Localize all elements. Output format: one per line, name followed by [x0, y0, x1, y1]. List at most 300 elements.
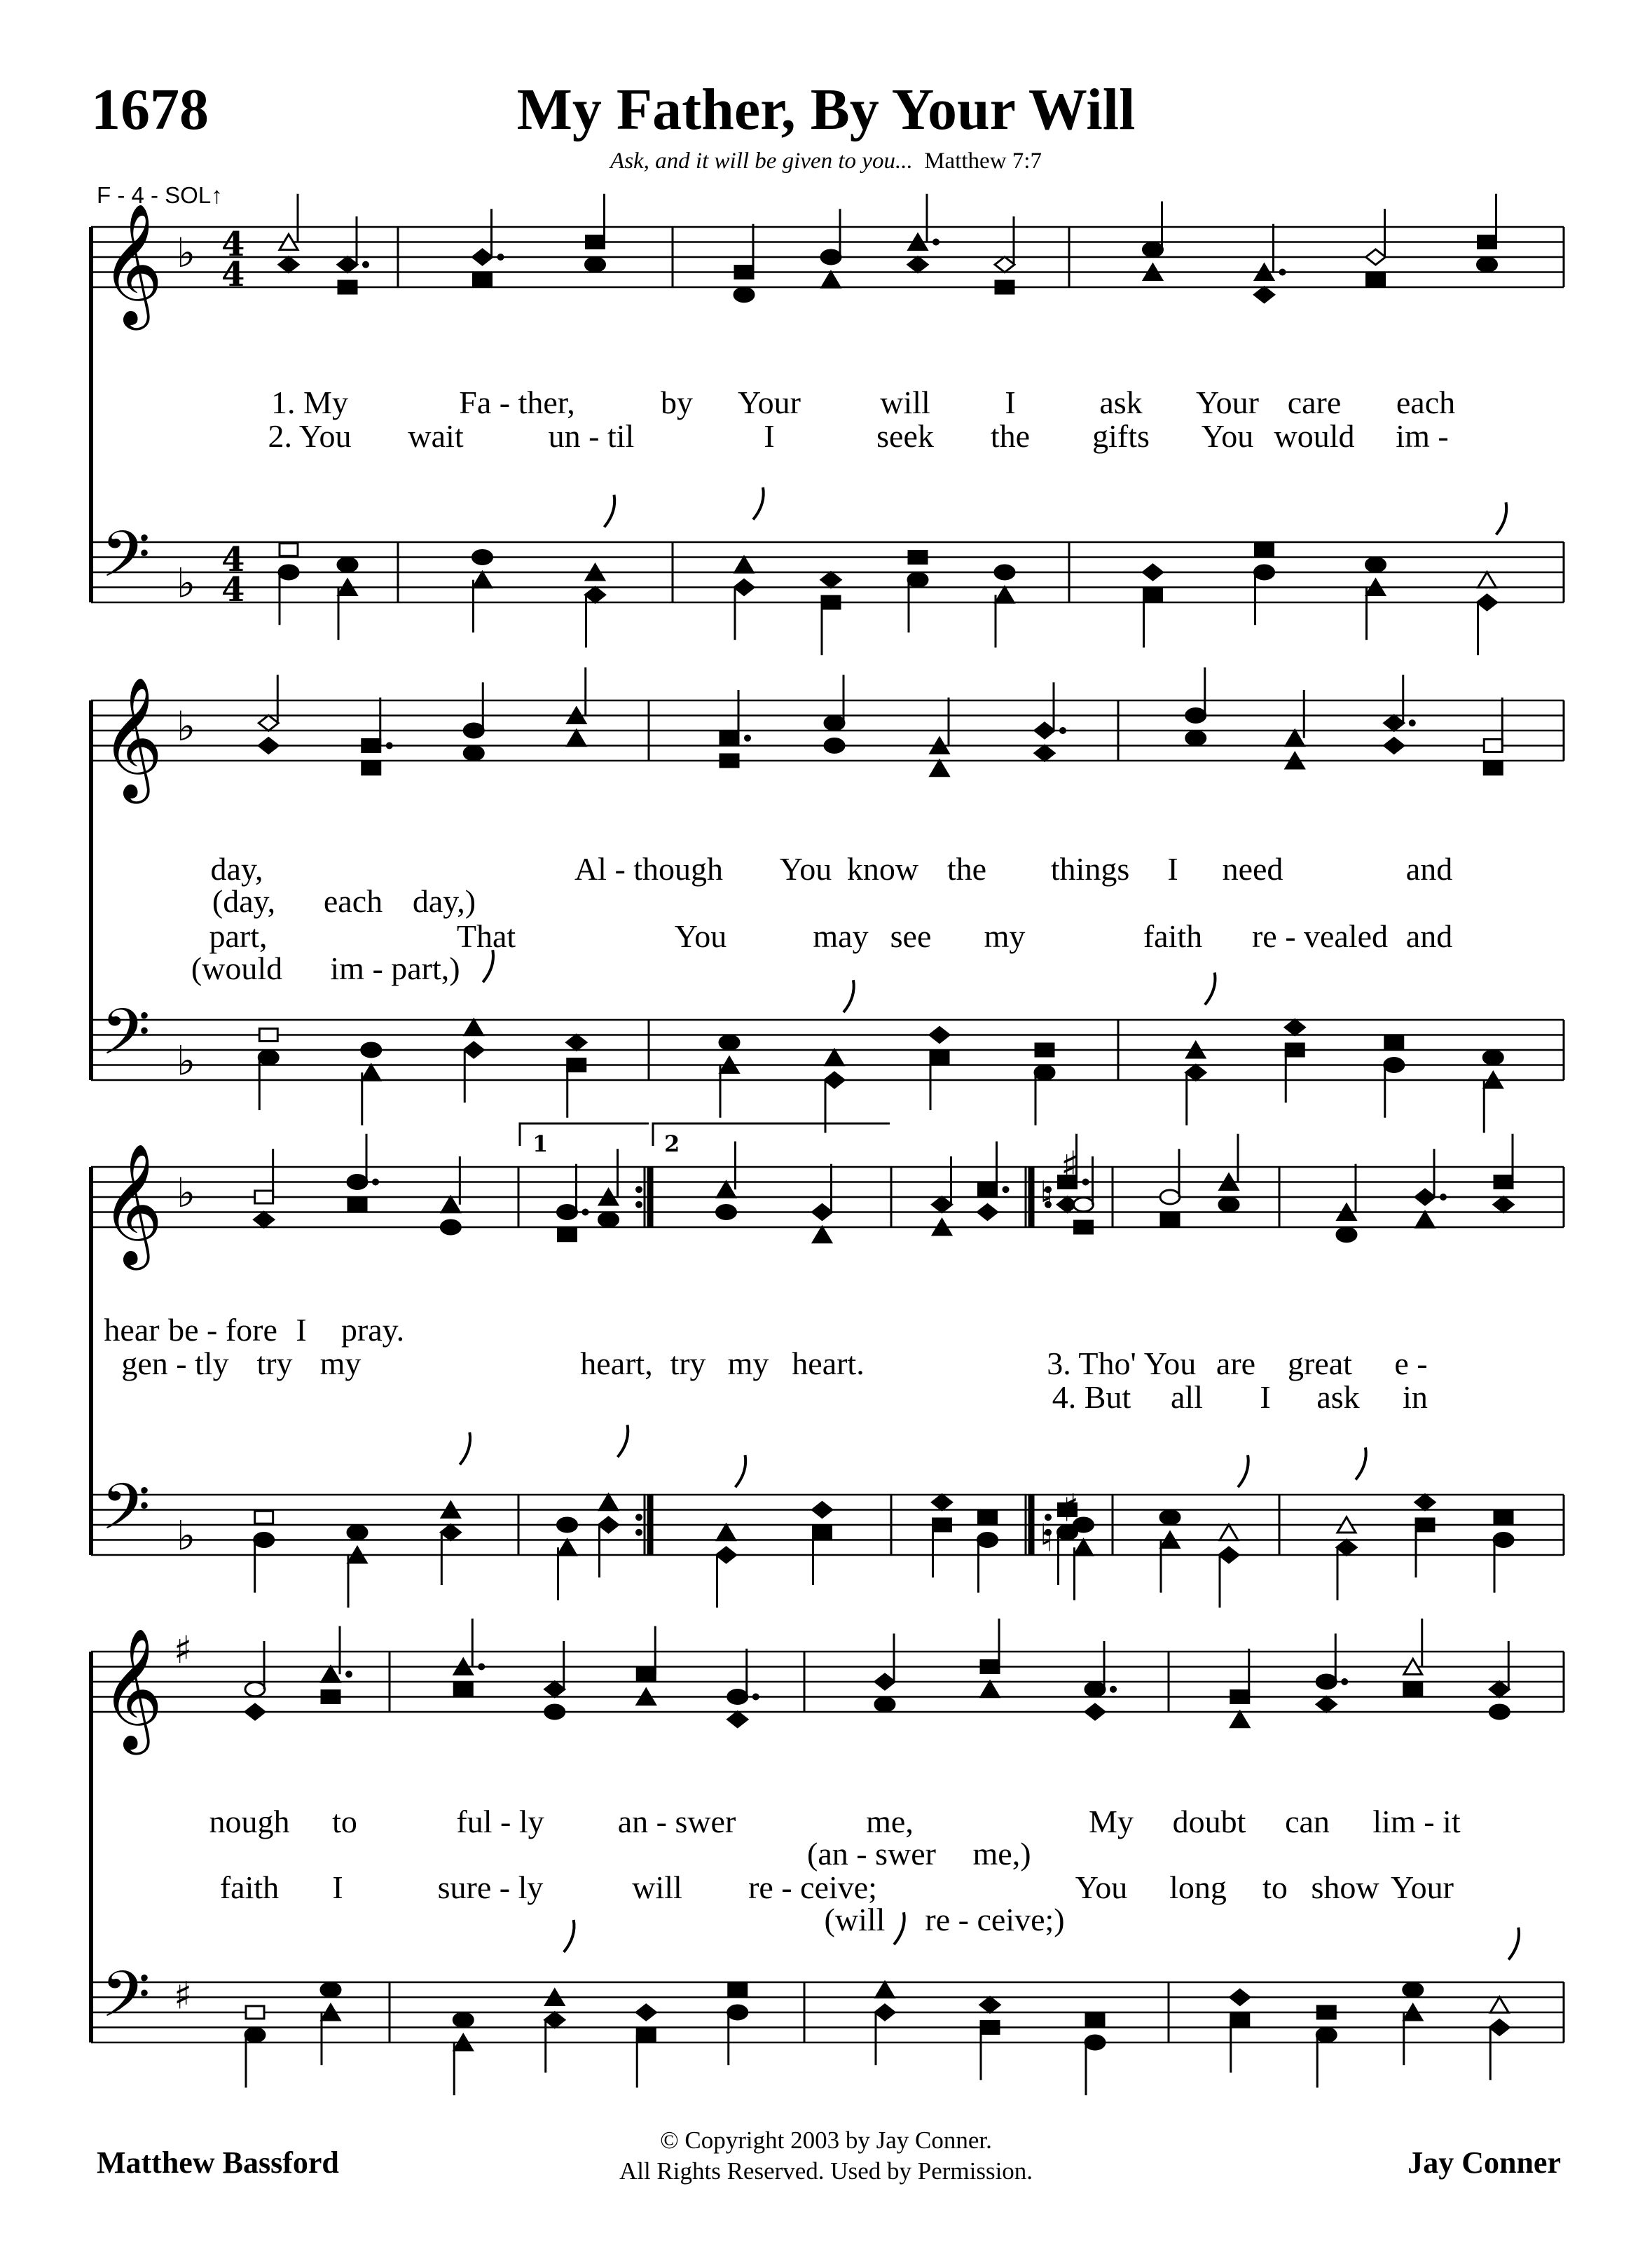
- lyric-syllable: heart,: [580, 1346, 653, 1381]
- lyric-syllable: I: [764, 418, 775, 454]
- note-head: [599, 1517, 619, 1533]
- bass-clef-icon: 𝄢: [101, 1957, 151, 2047]
- note-head: [474, 572, 492, 588]
- note-head: [735, 266, 753, 279]
- note-head: [1478, 595, 1497, 610]
- note-head: [825, 739, 844, 753]
- note-head: [362, 740, 380, 752]
- augmentation-dot: [752, 1694, 759, 1701]
- note-head: [821, 572, 841, 588]
- note-head: [259, 1029, 277, 1042]
- lyric-syllable: great: [1288, 1346, 1352, 1381]
- lyric-syllable: can: [1285, 1804, 1330, 1839]
- note-head: [558, 1518, 577, 1532]
- note-head: [545, 1705, 565, 1719]
- note-head: [1366, 558, 1386, 572]
- note-head: [1285, 1020, 1305, 1035]
- note-head: [636, 2005, 656, 2020]
- note-head: [464, 724, 483, 738]
- augmentation-dot: [744, 735, 751, 742]
- note-head: [717, 1525, 736, 1540]
- lyric-syllable: im - part,): [330, 950, 460, 986]
- lyric-syllable: ful - ly: [456, 1804, 544, 1839]
- note-head: [558, 1540, 577, 1555]
- lyric-syllable: (day,: [212, 883, 276, 919]
- note-head: [876, 1982, 894, 1998]
- sharp-sign: ♯: [174, 1628, 193, 1672]
- note-head: [978, 1205, 998, 1220]
- note-head: [567, 1035, 586, 1050]
- note-head: [1255, 565, 1274, 579]
- note-head: [1489, 1705, 1509, 1719]
- lyric-syllable: gifts: [1092, 418, 1150, 454]
- note-head: [567, 731, 586, 746]
- flat-sign: ♭: [177, 559, 196, 607]
- lyric-syllable: re - vealed: [1251, 918, 1389, 954]
- note-head: [1316, 1675, 1336, 1689]
- note-head: [821, 250, 841, 264]
- note-head: [453, 2013, 473, 2027]
- lyric-syllable: would: [1274, 418, 1355, 454]
- lyric-syllable: my: [984, 918, 1026, 954]
- note-head: [338, 558, 357, 572]
- note-head: [996, 281, 1014, 293]
- note-head: [1143, 242, 1163, 256]
- lyric-syllable: long: [1169, 1869, 1227, 1905]
- lyric-line: [84, 417, 1569, 452]
- time-signature-top: 4: [221, 540, 245, 579]
- note-head: [1478, 258, 1497, 272]
- lyric-syllable: all: [1171, 1379, 1203, 1415]
- note-head: [1384, 1058, 1404, 1072]
- note-head: [259, 1051, 278, 1065]
- natural-sign: ♮: [1040, 1173, 1054, 1217]
- lyric-line: [84, 1345, 1569, 1380]
- note-head: [464, 1042, 483, 1058]
- note-head: [717, 1182, 736, 1197]
- note-head: [362, 1065, 380, 1080]
- note-head: [720, 1035, 739, 1049]
- treble-clef-icon: 𝄞: [101, 203, 163, 325]
- note-head: [567, 1059, 586, 1072]
- lyric-syllable: the: [947, 851, 987, 887]
- note-head: [1255, 544, 1274, 556]
- flat-sign: ♭: [177, 1169, 196, 1217]
- lyric-syllable: my: [727, 1346, 769, 1381]
- lyric-syllable: faith: [1143, 918, 1203, 954]
- lyric-syllable: I: [296, 1312, 307, 1348]
- note-head: [246, 2006, 264, 2019]
- lyric-syllable: im -: [1396, 418, 1449, 454]
- note-head: [1144, 588, 1162, 601]
- second-ending-label: 2: [664, 1130, 680, 1157]
- lyric-line: [84, 1835, 1569, 1870]
- lyric-syllable: are: [1216, 1346, 1256, 1381]
- note-head: [875, 1674, 895, 1689]
- note-head: [930, 761, 949, 776]
- lyric-syllable: faith: [219, 1869, 280, 1905]
- note-head: [254, 1212, 274, 1227]
- treble-clef-icon: 𝄞: [101, 677, 163, 798]
- augmentation-dot: [1341, 1678, 1348, 1685]
- augmentation-dot: [478, 1664, 485, 1671]
- note-head: [720, 732, 738, 745]
- treble-clef-icon: 𝄞: [101, 1143, 163, 1265]
- note-head: [720, 754, 738, 767]
- augmentation-dot: [497, 254, 504, 261]
- repeat-dot: [635, 1201, 642, 1208]
- note-head: [981, 1682, 999, 1697]
- lyric-syllable: nough: [209, 1804, 290, 1839]
- note-head: [1484, 762, 1502, 775]
- lyric-syllable: 1. My: [271, 385, 348, 420]
- note-flag: [736, 1455, 746, 1487]
- note-head: [1478, 572, 1496, 588]
- note-head: [259, 715, 278, 731]
- note-head: [729, 1984, 747, 1996]
- note-head: [1035, 1065, 1054, 1079]
- lyric-syllable: You: [1143, 1346, 1197, 1381]
- note-head: [1316, 2028, 1336, 2042]
- note-head: [1074, 1198, 1094, 1212]
- note-head: [473, 551, 493, 565]
- note-head: [348, 1198, 366, 1211]
- lyric-syllable: I: [332, 1869, 343, 1905]
- note-head: [825, 716, 844, 730]
- lyric-syllable: gen - tly: [121, 1346, 229, 1381]
- note-head: [1220, 1525, 1238, 1540]
- note-head: [1337, 1228, 1356, 1242]
- note-head: [813, 1502, 832, 1518]
- note-flag: [605, 495, 615, 527]
- lyric-syllable: ask: [1099, 385, 1143, 420]
- note-head: [1316, 1696, 1336, 1712]
- lyric-syllable: Al - though: [574, 851, 724, 887]
- lyric-syllable: Your: [1196, 385, 1259, 420]
- lyric-syllable: doubt: [1172, 1804, 1246, 1839]
- note-head: [1317, 2006, 1335, 2019]
- lyric-syllable: to: [332, 1804, 357, 1839]
- note-head: [825, 1050, 844, 1065]
- note-head: [813, 1526, 832, 1539]
- key-signature-label: F - 4 - SOL↑: [97, 182, 223, 208]
- first-ending-label: 1: [532, 1130, 549, 1157]
- note-head: [362, 1043, 381, 1057]
- augmentation-dot: [932, 239, 939, 246]
- note-head: [474, 273, 492, 286]
- augmentation-dot: [345, 1671, 352, 1678]
- lyric-syllable: re - ceive;: [748, 1869, 877, 1905]
- lyric-line: [84, 1869, 1569, 1904]
- lyric-syllable: wait: [408, 418, 464, 454]
- note-head: [1416, 1519, 1434, 1531]
- lyric-line: [84, 950, 1569, 985]
- lyric-syllable: 3. Tho': [1047, 1346, 1136, 1381]
- note-head: [995, 257, 1014, 272]
- note-head: [979, 1511, 997, 1523]
- augmentation-dot: [1082, 1179, 1089, 1186]
- note-head: [1478, 236, 1496, 249]
- note-head: [279, 257, 298, 272]
- note-head: [1494, 1176, 1513, 1189]
- lyric-syllable: lim - it: [1372, 1804, 1461, 1839]
- lyric-syllable: You: [1075, 1869, 1128, 1905]
- augmentation-dot: [362, 261, 369, 268]
- note-head: [1160, 1190, 1180, 1204]
- note-head: [1231, 2014, 1249, 2026]
- note-head: [558, 1205, 577, 1219]
- note-head: [600, 1495, 618, 1510]
- note-head: [980, 1997, 1000, 2012]
- note-head: [1186, 709, 1206, 723]
- note-head: [1085, 1704, 1105, 1720]
- note-head: [717, 1205, 736, 1219]
- note-head: [1075, 1221, 1093, 1233]
- lyric-syllable: sure - ly: [437, 1869, 544, 1905]
- note-head: [1035, 1044, 1054, 1056]
- note-head: [933, 1519, 951, 1531]
- note-head: [813, 1227, 832, 1243]
- note-head: [599, 1212, 619, 1226]
- note-head: [1085, 2035, 1105, 2049]
- epigraph-reference: Matthew 7:7: [924, 148, 1042, 174]
- lyric-syllable: each: [1396, 385, 1456, 420]
- lyric-syllable: 4. But: [1052, 1379, 1131, 1415]
- note-head: [978, 1533, 998, 1547]
- flat-sign: ♭: [177, 1037, 196, 1085]
- note-head: [1484, 740, 1502, 752]
- lyric-syllable: day,: [210, 851, 263, 887]
- bass-clef-icon: 𝄢: [101, 1470, 151, 1560]
- lyric-syllable: pray.: [340, 1312, 405, 1348]
- lyric-syllable: seek: [876, 418, 934, 454]
- bass-clef-icon: 𝄢: [101, 995, 151, 1085]
- note-head: [1255, 287, 1274, 303]
- note-head: [441, 1220, 460, 1234]
- note-head: [995, 565, 1014, 579]
- natural-sign: ♮: [1040, 1516, 1054, 1561]
- note-head: [254, 1533, 274, 1547]
- lyric-syllable: hear: [104, 1312, 160, 1348]
- lyric-syllable: show: [1311, 1869, 1379, 1905]
- lyric-syllable: Your: [738, 385, 801, 420]
- note-head: [245, 1704, 265, 1720]
- note-head: [279, 565, 298, 579]
- note-head: [1494, 1533, 1513, 1547]
- note-head: [1231, 1691, 1249, 1703]
- augmentation-dot: [386, 742, 393, 749]
- note-flag: [618, 1425, 628, 1457]
- lyric-syllable: My: [1089, 1804, 1134, 1839]
- note-head: [1403, 1983, 1423, 1997]
- lyric-syllable: heart.: [792, 1346, 865, 1381]
- lyric-syllable: try: [670, 1346, 706, 1381]
- note-head: [259, 738, 278, 754]
- note-head: [1483, 1051, 1503, 1065]
- note-head: [322, 1666, 340, 1682]
- note-head: [728, 1712, 748, 1727]
- flat-sign: ♭: [177, 703, 196, 750]
- lyric-syllable: each: [323, 883, 383, 919]
- note-head: [1219, 1547, 1239, 1563]
- note-head: [979, 1183, 997, 1196]
- note-head: [558, 1229, 577, 1241]
- note-head: [255, 1511, 273, 1523]
- note-head: [1231, 1712, 1249, 1727]
- note-head: [1075, 1540, 1093, 1555]
- lyric-syllable: things: [1050, 851, 1130, 887]
- note-head: [1143, 565, 1163, 580]
- note-head: [1384, 715, 1404, 731]
- note-head: [245, 2028, 265, 2042]
- lyric-syllable: see: [890, 918, 932, 954]
- note-flag: [460, 1432, 470, 1465]
- note-head: [825, 1072, 844, 1088]
- note-head: [909, 551, 927, 564]
- lyric-line: [84, 918, 1569, 953]
- lyricist-credit: Matthew Bassford: [97, 2145, 339, 2180]
- note-head: [1494, 1511, 1513, 1523]
- hymn-number: 1678: [91, 77, 209, 142]
- lyric-line: [84, 1378, 1569, 1413]
- note-head: [586, 258, 605, 272]
- note-head: [280, 544, 298, 556]
- note-head: [1086, 2014, 1104, 2026]
- note-head: [813, 1205, 832, 1220]
- note-head: [1415, 1189, 1435, 1205]
- note-head: [1366, 249, 1386, 265]
- rights-line: All Rights Reserved. Used by Permission.: [619, 2157, 1033, 2185]
- lyric-line: [84, 1803, 1569, 1838]
- note-head: [1404, 1683, 1422, 1696]
- lyric-syllable: re - ceive;): [925, 1902, 1065, 1937]
- lyric-syllable: and: [1405, 918, 1453, 954]
- note-head: [637, 1668, 655, 1680]
- note-head: [981, 1661, 999, 1673]
- lyric-syllable: You: [779, 851, 832, 887]
- note-head: [1286, 1044, 1304, 1056]
- note-flag: [1356, 1448, 1366, 1480]
- copyright-line: © Copyright 2003 by Jay Conner.: [660, 2127, 992, 2154]
- lyric-syllable: will: [632, 1869, 682, 1905]
- augmentation-dot: [1110, 1686, 1117, 1693]
- note-head: [441, 1197, 460, 1212]
- note-head: [586, 236, 605, 249]
- repeat-dot: [635, 1514, 642, 1521]
- note-head: [464, 746, 483, 760]
- lyric-syllable: care: [1287, 385, 1342, 420]
- note-head: [1219, 1198, 1239, 1212]
- time-signature-top: 4: [221, 225, 245, 264]
- lyric-syllable: I: [1260, 1379, 1271, 1415]
- note-head: [1489, 2020, 1509, 2035]
- note-head: [338, 281, 357, 293]
- time-signature-bottom: 4: [221, 255, 245, 294]
- note-head: [734, 288, 754, 302]
- note-head: [932, 1197, 952, 1212]
- augmentation-dot: [1279, 269, 1286, 276]
- lyric-syllable: (will: [824, 1902, 886, 1937]
- note-head: [1085, 1682, 1105, 1696]
- note-head: [1160, 1510, 1180, 1524]
- note-head: [1489, 1682, 1509, 1697]
- note-head: [1161, 1213, 1179, 1226]
- note-head: [1490, 1997, 1508, 2012]
- note-head: [473, 249, 493, 265]
- note-head: [822, 272, 840, 287]
- sharp-sign: ♯: [1061, 1143, 1080, 1187]
- note-head: [347, 1175, 367, 1189]
- lyric-syllable: will: [880, 385, 930, 420]
- note-head: [1186, 1065, 1206, 1080]
- lyric-syllable: need: [1222, 851, 1283, 887]
- lyric-syllable: to: [1262, 1869, 1288, 1905]
- note-flag: [844, 980, 854, 1012]
- note-head: [441, 1525, 460, 1540]
- composer-credit: Jay Conner: [1407, 2145, 1561, 2180]
- note-head: [1494, 1197, 1513, 1212]
- note-head: [1385, 1036, 1403, 1049]
- hymn-title: My Father, By Your Will: [516, 77, 1136, 142]
- note-head: [321, 1983, 340, 1997]
- lyric-syllable: You: [1201, 418, 1254, 454]
- augmentation-dot: [1440, 1194, 1447, 1201]
- note-head: [734, 580, 754, 595]
- note-head: [1416, 1212, 1434, 1227]
- lyric-line: [84, 883, 1569, 918]
- treble-clef-icon: 𝄞: [101, 1628, 163, 1750]
- lyric-syllable: That: [456, 918, 516, 954]
- lyric-syllable: be - fore: [168, 1312, 277, 1348]
- note-head: [1384, 738, 1404, 754]
- lyric-syllable: my: [319, 1346, 362, 1381]
- lyric-syllable: by: [661, 385, 693, 420]
- lyric-syllable: day,): [412, 883, 476, 919]
- sharp-sign: ♯: [174, 1973, 193, 2018]
- note-flag: [1496, 502, 1507, 534]
- note-head: [728, 1690, 748, 1704]
- lyric-syllable: (would: [191, 950, 283, 986]
- note-head: [1337, 1540, 1356, 1555]
- note-head: [347, 1526, 367, 1540]
- note-head: [735, 557, 753, 572]
- flat-sign: ♭: [177, 229, 196, 277]
- note-flag: [1238, 1455, 1248, 1487]
- flat-sign: ♭: [177, 1512, 196, 1560]
- lyric-syllable: e -: [1394, 1346, 1428, 1381]
- note-head: [362, 762, 380, 775]
- augmentation-dot: [1003, 1186, 1010, 1193]
- lyric-syllable: 2. You: [268, 418, 352, 454]
- note-head: [1415, 1495, 1435, 1510]
- second-ending-bracket: [653, 1123, 890, 1146]
- lyric-syllable: the: [990, 418, 1031, 454]
- lyric-syllable: me,: [866, 1804, 914, 1839]
- lyric-line: [84, 1311, 1569, 1346]
- repeat-dot: [635, 1529, 642, 1536]
- lyric-syllable: in: [1403, 1379, 1428, 1415]
- note-head: [545, 1682, 565, 1697]
- note-head: [981, 2021, 999, 2034]
- lyric-syllable: I: [1167, 851, 1178, 887]
- lyric-syllable: me,): [972, 1836, 1031, 1872]
- note-head: [454, 1683, 472, 1696]
- note-head: [930, 1028, 949, 1043]
- note-head: [875, 2005, 895, 2020]
- note-head: [464, 1020, 483, 1035]
- lyric-syllable: Fa - ther,: [459, 385, 575, 420]
- augmentation-dot: [372, 1179, 379, 1186]
